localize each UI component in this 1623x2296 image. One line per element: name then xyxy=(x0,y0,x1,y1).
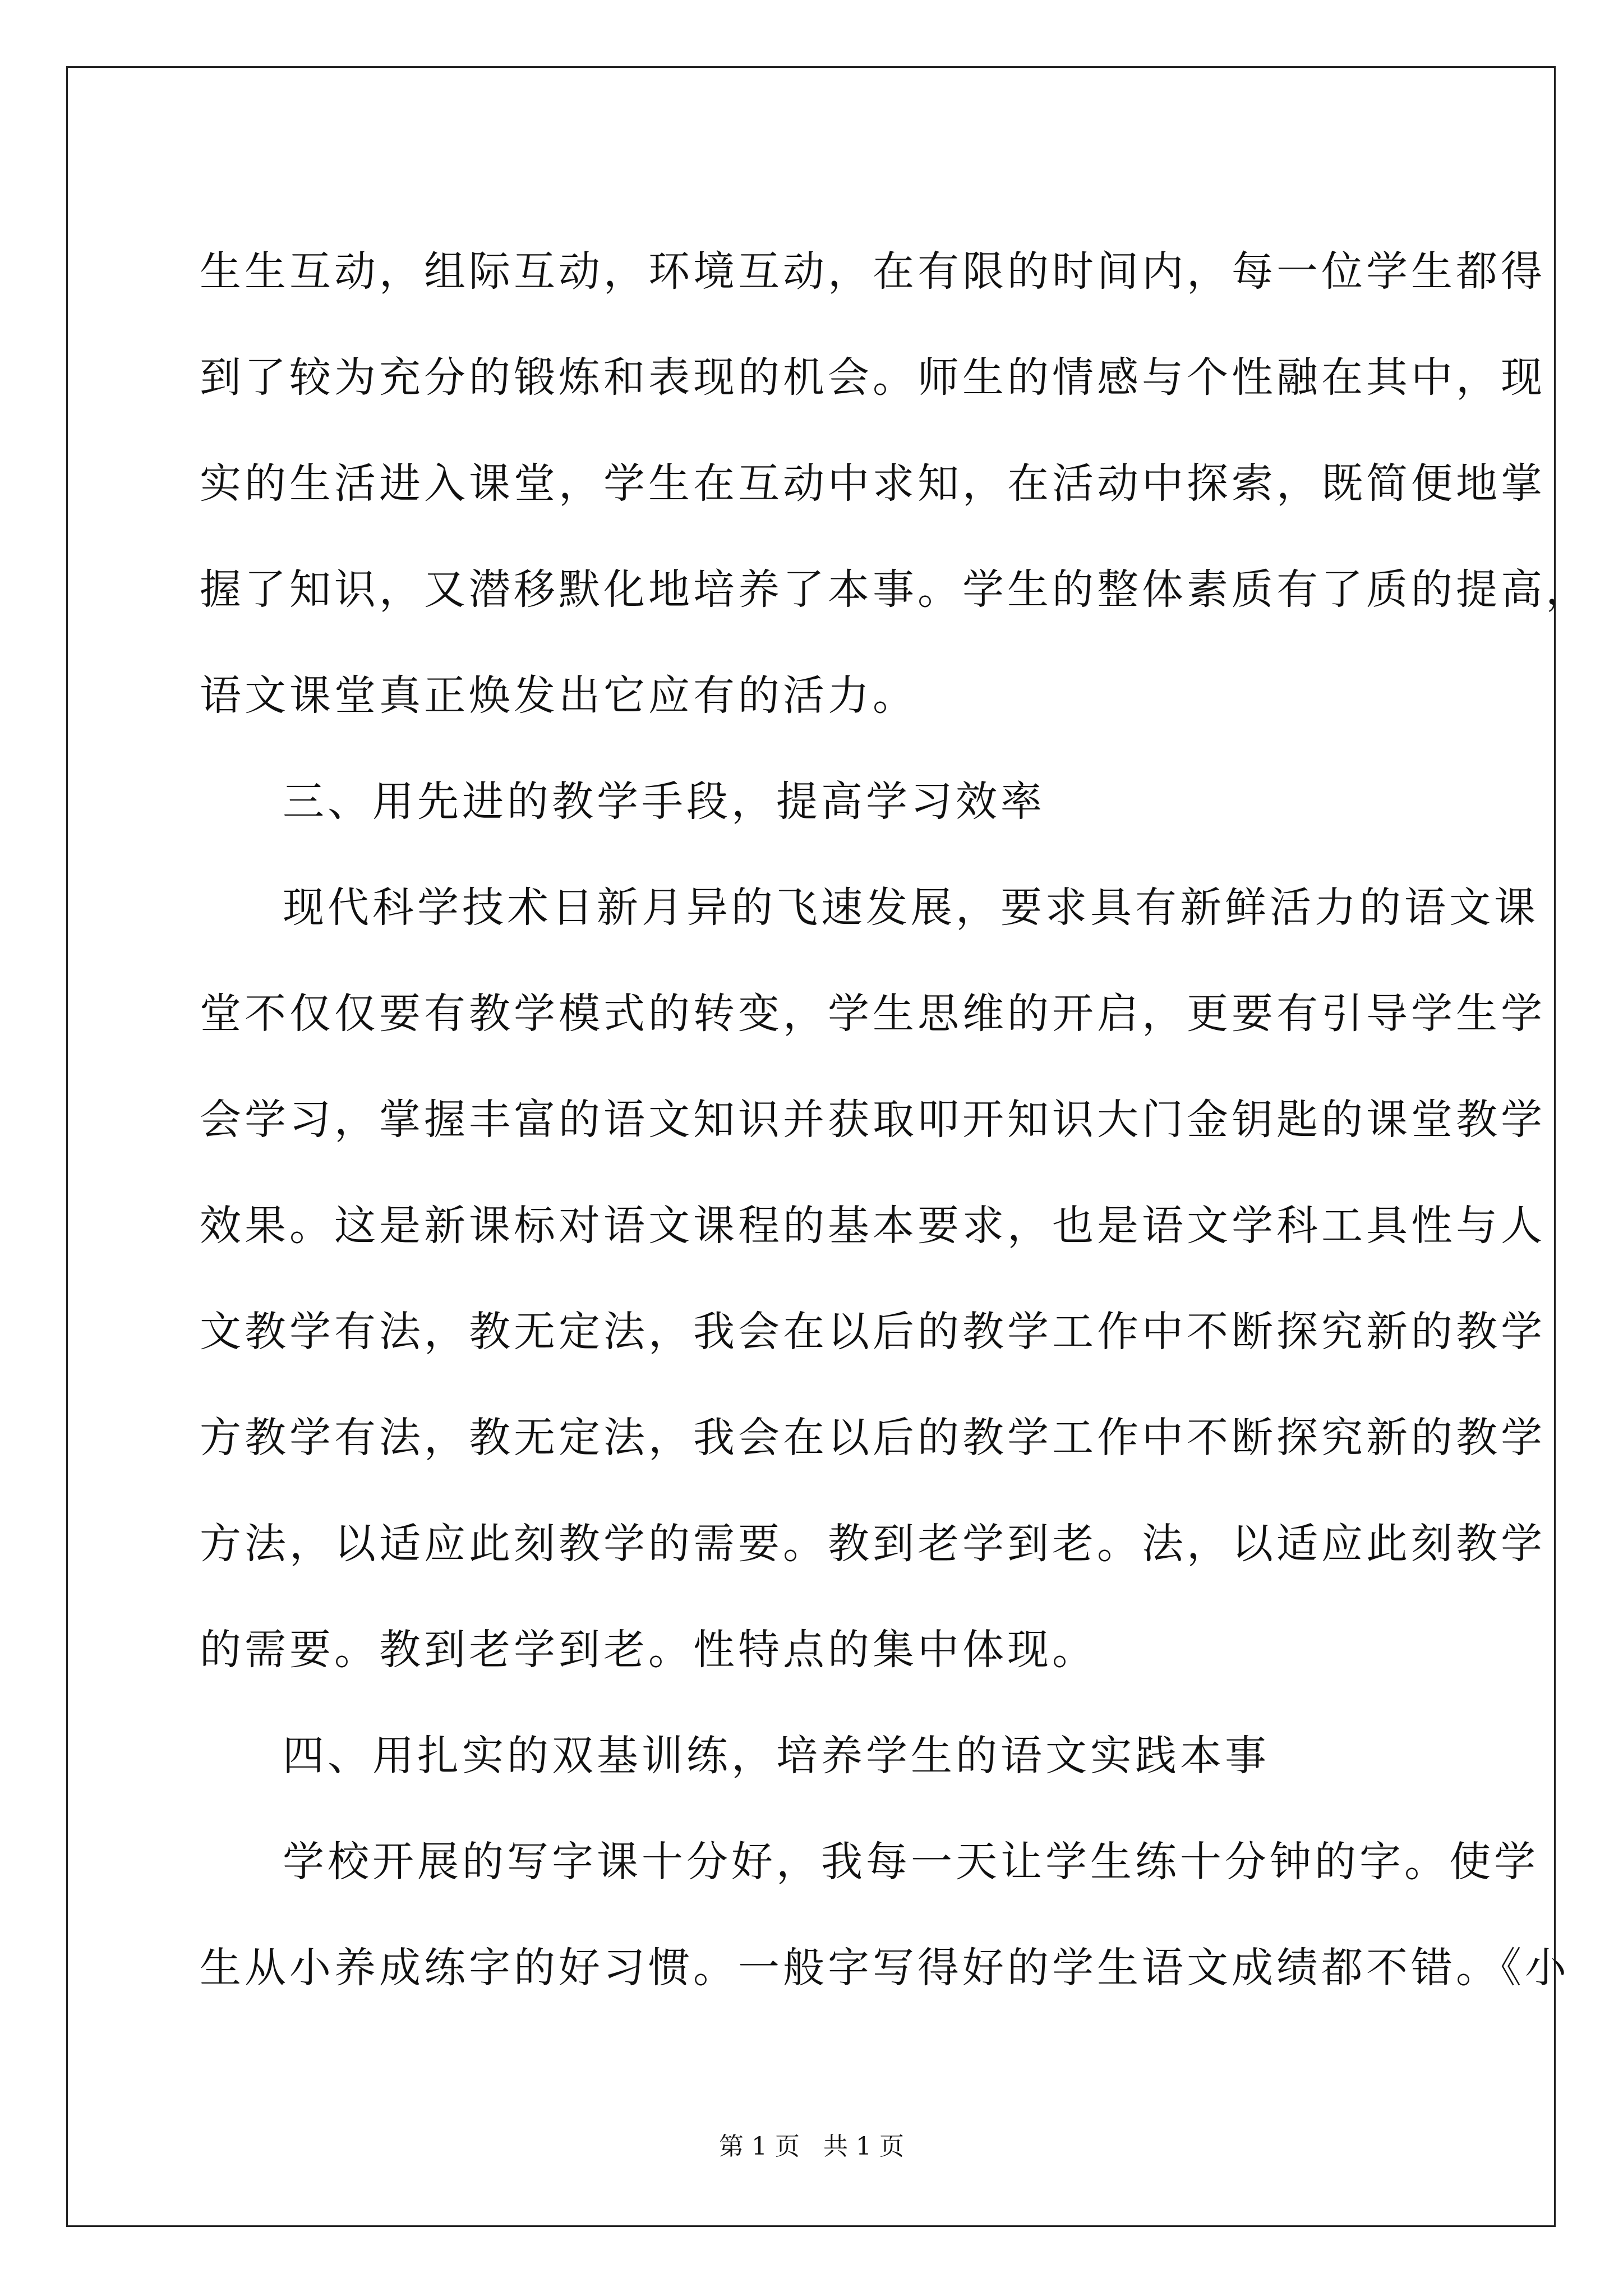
text-line: 到了较为充分的锻炼和表现的机会。师生的情感与个性融在其中，现 xyxy=(200,353,1546,402)
text-line: 实的生活进入课堂，学生在互动中求知，在活动中探索，既简便地掌 xyxy=(200,459,1546,508)
text-line: 生生互动，组际互动，环境互动，在有限的时间内，每一位学生都得 xyxy=(200,247,1546,296)
section-heading: 四、用扎实的双基训练，培养学生的语文实践本事 xyxy=(283,1732,1270,1780)
text-line: 握了知识，又潜移默化地培养了本事。学生的整体素质有了质的提高， xyxy=(200,565,1590,614)
text-line: 的需要。教到老学到老。性特点的集中体现。 xyxy=(200,1626,1097,1674)
text-line: 现代科学技术日新月异的飞速发展，要求具有新鲜活力的语文课 xyxy=(283,884,1539,932)
text-line: 学校开展的写字课十分好，我每一天让学生练十分钟的字。使学 xyxy=(283,1838,1539,1886)
text-line: 堂不仅仅要有教学模式的转变，学生思维的开启，更要有引导学生学 xyxy=(200,990,1546,1038)
text-line: 语文课堂真正焕发出它应有的活力。 xyxy=(200,671,917,720)
section-heading: 三、用先进的教学手段，提高学习效率 xyxy=(283,777,1045,826)
page-footer: 第 1 页 共 1 页 xyxy=(719,2132,904,2161)
text-line: 方法，以适应此刻教学的需要。教到老学到老。法，以适应此刻教学 xyxy=(200,1520,1546,1568)
text-line: 方教学有法，教无定法，我会在以后的教学工作中不断探究新的教学 xyxy=(200,1414,1546,1462)
text-line: 文教学有法，教无定法，我会在以后的教学工作中不断探究新的教学 xyxy=(200,1308,1546,1356)
text-line: 生从小养成练字的好习惯。一般字写得好的学生语文成绩都不错。《小 xyxy=(200,1944,1570,1992)
text-line: 效果。这是新课标对语文课程的基本要求，也是语文学科工具性与人 xyxy=(200,1202,1546,1250)
text-line: 会学习，掌握丰富的语文知识并获取叩开知识大门金钥匙的课堂教学 xyxy=(200,1096,1546,1144)
document-body xyxy=(200,219,1590,2021)
